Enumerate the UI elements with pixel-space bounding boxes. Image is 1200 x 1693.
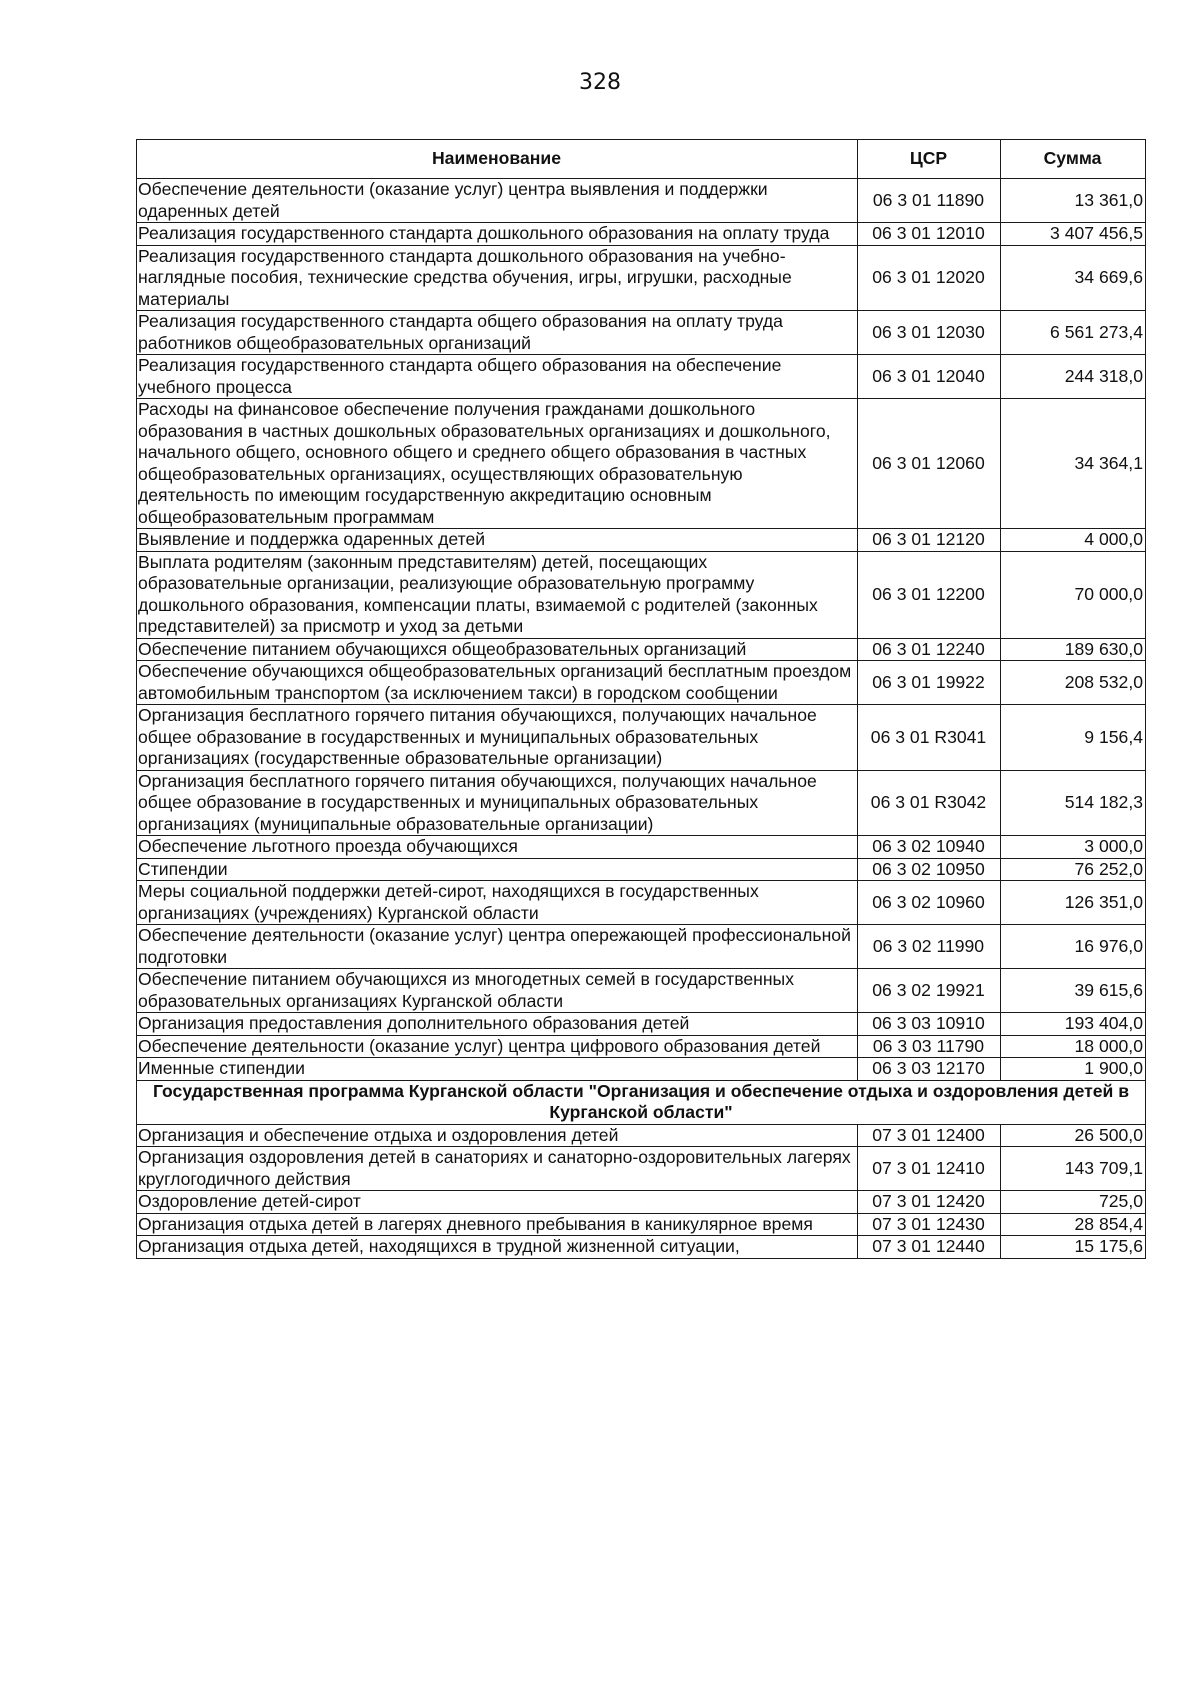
row-sum-cell: 4 000,0	[1001, 529, 1146, 552]
row-name-cell: Обеспечение деятельности (оказание услуг) центра цифрового образования детей	[137, 1035, 858, 1058]
row-name-cell: Реализация государственного стандарта общего образования на оплату труда работников общеобразовательных организаций	[137, 311, 858, 355]
row-sum-cell: 34 669,6	[1001, 245, 1146, 311]
budget-table	[136, 139, 1146, 1259]
row-name-cell: Обеспечение льготного проезда обучающихся	[137, 836, 858, 859]
table-row	[137, 969, 1146, 1013]
row-csr-cell: 06 3 01 R3041	[858, 705, 1001, 771]
row-name-cell: Меры социальной поддержки детей-сирот, находящихся в государственных организациях (учреждениях) Курганской области	[137, 881, 858, 925]
page-number: 328	[579, 70, 621, 95]
row-sum-cell: 193 404,0	[1001, 1013, 1146, 1036]
row-csr-cell: 06 3 01 12010	[858, 223, 1001, 246]
section-row	[137, 1080, 1146, 1124]
row-csr-cell: 06 3 01 12020	[858, 245, 1001, 311]
table-row	[137, 705, 1146, 771]
row-sum-cell: 34 364,1	[1001, 399, 1146, 529]
table-row	[137, 881, 1146, 925]
row-csr-cell: 07 3 01 12430	[858, 1213, 1001, 1236]
row-csr-cell: 06 3 03 10910	[858, 1013, 1001, 1036]
row-sum-cell: 725,0	[1001, 1191, 1146, 1214]
row-sum-cell: 18 000,0	[1001, 1035, 1146, 1058]
row-csr-cell: 06 3 01 12040	[858, 355, 1001, 399]
section-title: Государственная программа Курганской области "Организация и обеспечение отдыха и оздоровления детей в Курганской области"	[137, 1080, 1146, 1124]
row-csr-cell: 06 3 02 11990	[858, 925, 1001, 969]
table-row	[137, 529, 1146, 552]
row-name-cell: Обеспечение обучающихся общеобразовательных организаций бесплатным проездом автомобильным транспортом (за исключением такси) в городском сообщении	[137, 661, 858, 705]
row-sum-cell: 13 361,0	[1001, 179, 1146, 223]
row-name-cell: Организация предоставления дополнительного образования детей	[137, 1013, 858, 1036]
table-row	[137, 836, 1146, 859]
table-row	[137, 1035, 1146, 1058]
row-csr-cell: 06 3 01 12200	[858, 551, 1001, 638]
table-row	[137, 1236, 1146, 1259]
table-row	[137, 770, 1146, 836]
row-sum-cell: 189 630,0	[1001, 638, 1146, 661]
row-sum-cell: 70 000,0	[1001, 551, 1146, 638]
header-csr: ЦСР	[858, 140, 1001, 179]
row-csr-cell: 06 3 02 10940	[858, 836, 1001, 859]
table-row	[137, 1013, 1146, 1036]
row-csr-cell: 06 3 02 19921	[858, 969, 1001, 1013]
row-csr-cell: 06 3 02 10960	[858, 881, 1001, 925]
row-sum-cell: 3 000,0	[1001, 836, 1146, 859]
row-sum-cell: 1 900,0	[1001, 1058, 1146, 1081]
row-name-cell: Обеспечение питанием обучающихся из многодетных семей в государственных образовательных организациях Курганской области	[137, 969, 858, 1013]
row-csr-cell: 06 3 01 11890	[858, 179, 1001, 223]
table-row	[137, 399, 1146, 529]
row-csr-cell: 07 3 01 12440	[858, 1236, 1001, 1259]
table-row	[137, 1058, 1146, 1081]
table-row	[137, 661, 1146, 705]
row-csr-cell: 06 3 01 12120	[858, 529, 1001, 552]
row-csr-cell: 07 3 01 12420	[858, 1191, 1001, 1214]
row-sum-cell: 6 561 273,4	[1001, 311, 1146, 355]
table-row	[137, 355, 1146, 399]
row-name-cell: Организация бесплатного горячего питания обучающихся, получающих начальное общее образование в государственных и муниципальных образовательных организациях (муниципальные образовательные организации)	[137, 770, 858, 836]
row-name-cell: Организация отдыха детей, находящихся в трудной жизненной ситуации,	[137, 1236, 858, 1259]
row-name-cell: Расходы на финансовое обеспечение получения гражданами дошкольного образования в частных дошкольных образовательных организациях и дошкольного, начального общего, основного общего и среднего общего образования в частных общеобразовательных организациях, осуществляющих образовательную деятельность по имеющим государственную аккредитацию основным общеобразовательным программам	[137, 399, 858, 529]
table-row	[137, 858, 1146, 881]
table-row	[137, 1191, 1146, 1214]
row-name-cell: Обеспечение деятельности (оказание услуг) центра опережающей профессиональной подготовки	[137, 925, 858, 969]
row-name-cell: Обеспечение питанием обучающихся общеобразовательных организаций	[137, 638, 858, 661]
row-name-cell: Именные стипендии	[137, 1058, 858, 1081]
row-name-cell: Обеспечение деятельности (оказание услуг) центра выявления и поддержки одаренных детей	[137, 179, 858, 223]
row-sum-cell: 39 615,6	[1001, 969, 1146, 1013]
row-sum-cell: 244 318,0	[1001, 355, 1146, 399]
table-row	[137, 1124, 1146, 1147]
row-name-cell: Выплата родителям (законным представителям) детей, посещающих образовательные организации, реализующие образовательную программу дошкольного образования, компенсации платы, взимаемой с родителей (законных представителей) за присмотр и уход за детьми	[137, 551, 858, 638]
row-csr-cell: 06 3 03 11790	[858, 1035, 1001, 1058]
row-csr-cell: 06 3 01 12030	[858, 311, 1001, 355]
row-name-cell: Выявление и поддержка одаренных детей	[137, 529, 858, 552]
table-row	[137, 925, 1146, 969]
row-csr-cell: 07 3 01 12400	[858, 1124, 1001, 1147]
row-csr-cell: 06 3 01 R3042	[858, 770, 1001, 836]
table-row	[137, 1213, 1146, 1236]
row-name-cell: Реализация государственного стандарта дошкольного образования на оплату труда	[137, 223, 858, 246]
table-row	[137, 1147, 1146, 1191]
header-row	[137, 140, 1146, 179]
row-csr-cell: 06 3 02 10950	[858, 858, 1001, 881]
row-name-cell: Организация бесплатного горячего питания обучающихся, получающих начальное общее образование в государственных и муниципальных образовательных организациях (государственные образовательные организации)	[137, 705, 858, 771]
row-name-cell: Реализация государственного стандарта дошкольного образования на учебно-наглядные пособия, технические средства обучения, игры, игрушки, расходные материалы	[137, 245, 858, 311]
row-csr-cell: 06 3 03 12170	[858, 1058, 1001, 1081]
row-sum-cell: 514 182,3	[1001, 770, 1146, 836]
header-name: Наименование	[137, 140, 858, 179]
row-sum-cell: 28 854,4	[1001, 1213, 1146, 1236]
table-row	[137, 638, 1146, 661]
row-name-cell: Стипендии	[137, 858, 858, 881]
table-row	[137, 223, 1146, 246]
table-row	[137, 179, 1146, 223]
row-sum-cell: 26 500,0	[1001, 1124, 1146, 1147]
row-csr-cell: 06 3 01 12060	[858, 399, 1001, 529]
table-row	[137, 551, 1146, 638]
row-csr-cell: 06 3 01 19922	[858, 661, 1001, 705]
header-sum: Сумма	[1001, 140, 1146, 179]
row-csr-cell: 07 3 01 12410	[858, 1147, 1001, 1191]
row-name-cell: Оздоровление детей-сирот	[137, 1191, 858, 1214]
row-sum-cell: 9 156,4	[1001, 705, 1146, 771]
row-name-cell: Организация и обеспечение отдыха и оздоровления детей	[137, 1124, 858, 1147]
row-name-cell: Организация оздоровления детей в санаториях и санаторно-оздоровительных лагерях круглогодичного действия	[137, 1147, 858, 1191]
row-name-cell: Организация отдыха детей в лагерях дневного пребывания в каникулярное время	[137, 1213, 858, 1236]
table-row	[137, 245, 1146, 311]
row-sum-cell: 76 252,0	[1001, 858, 1146, 881]
row-sum-cell: 16 976,0	[1001, 925, 1146, 969]
row-sum-cell: 143 709,1	[1001, 1147, 1146, 1191]
table-row	[137, 311, 1146, 355]
row-name-cell: Реализация государственного стандарта общего образования на обеспечение учебного процесса	[137, 355, 858, 399]
row-sum-cell: 126 351,0	[1001, 881, 1146, 925]
table-header	[137, 140, 1146, 179]
row-sum-cell: 208 532,0	[1001, 661, 1146, 705]
table-body	[137, 179, 1146, 1259]
row-sum-cell: 3 407 456,5	[1001, 223, 1146, 246]
row-sum-cell: 15 175,6	[1001, 1236, 1146, 1259]
row-csr-cell: 06 3 01 12240	[858, 638, 1001, 661]
